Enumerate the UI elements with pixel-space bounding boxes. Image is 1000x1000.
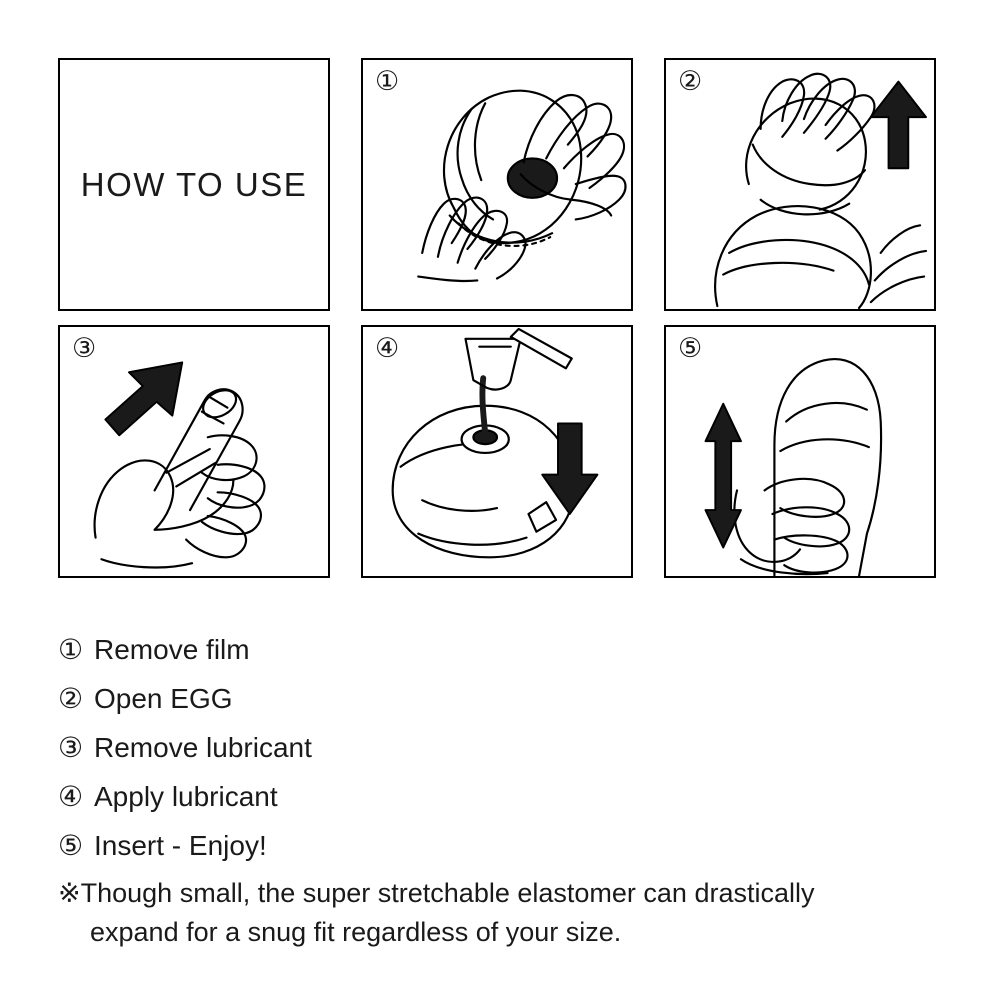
step-text-4: Apply lubricant bbox=[94, 781, 278, 812]
panel-number-3: ③ bbox=[72, 333, 97, 364]
panel-step-4 bbox=[361, 325, 633, 578]
footnote bbox=[58, 874, 958, 952]
list-item-step-4 bbox=[58, 779, 958, 814]
panel-title bbox=[58, 58, 330, 311]
page-title: HOW TO USE bbox=[80, 165, 308, 203]
list-item-step-1 bbox=[58, 632, 958, 667]
panel-number-5: ⑤ bbox=[678, 333, 703, 364]
panel-step-3 bbox=[58, 325, 330, 578]
step-text-1: Remove film bbox=[94, 634, 250, 665]
footnote-line-1: Though small, the super stretchable elastomer can drastically bbox=[80, 878, 815, 908]
panel-number-1: ① bbox=[375, 66, 400, 97]
illustration-insert-enjoy bbox=[666, 327, 934, 576]
step-text-5: Insert - Enjoy! bbox=[94, 830, 267, 861]
step-symbol-5: ⑤ bbox=[58, 829, 84, 862]
step-symbol-1: ① bbox=[58, 633, 84, 666]
list-item-step-2 bbox=[58, 681, 958, 716]
list-item-step-5 bbox=[58, 828, 958, 863]
step-symbol-2: ② bbox=[58, 682, 84, 715]
illustration-open-egg bbox=[666, 60, 934, 309]
step-symbol-4: ④ bbox=[58, 780, 84, 813]
step-text-2: Open EGG bbox=[94, 683, 233, 714]
panel-step-5 bbox=[664, 325, 936, 578]
step-text-3: Remove lubricant bbox=[94, 732, 312, 763]
panel-number-2: ② bbox=[678, 66, 703, 97]
panel-step-1 bbox=[361, 58, 633, 311]
panel-step-2 bbox=[664, 58, 936, 311]
steps-list bbox=[58, 632, 958, 877]
footnote-line-2: expand for a snug fit regardless of your size. bbox=[90, 917, 622, 948]
illustration-remove-lubricant bbox=[60, 327, 328, 576]
footnote-symbol: ※ bbox=[58, 878, 81, 909]
panel-grid bbox=[58, 58, 942, 578]
step-symbol-3: ③ bbox=[58, 731, 84, 764]
panel-number-4: ④ bbox=[375, 333, 400, 364]
list-item-step-3 bbox=[58, 730, 958, 765]
illustration-apply-lubricant bbox=[363, 327, 631, 576]
illustration-remove-film bbox=[363, 60, 631, 309]
